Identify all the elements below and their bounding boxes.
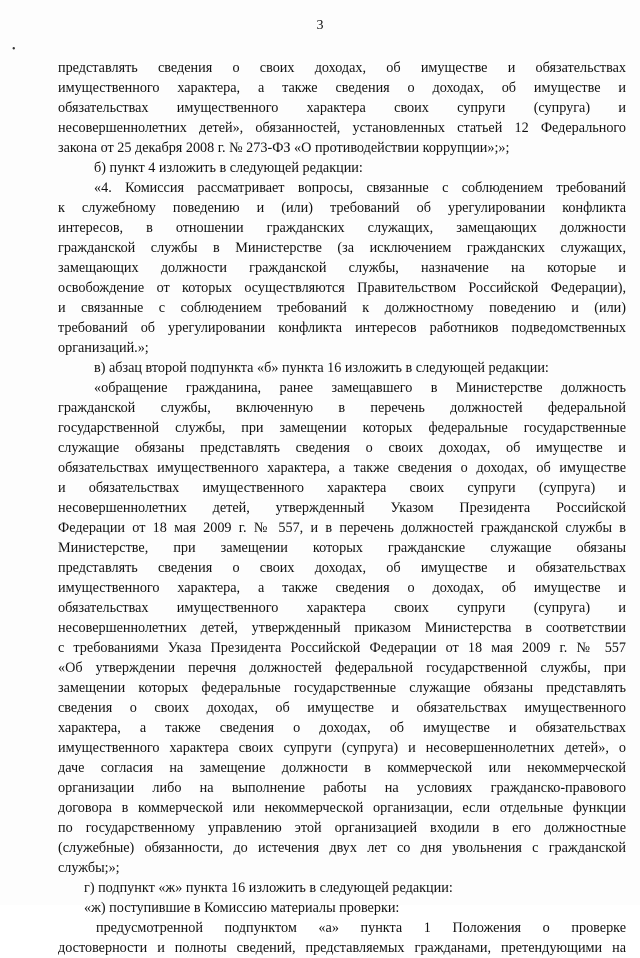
text-line: несовершеннолетних детей», обязанностей, установленных статьей 12 Федерального xyxy=(58,120,626,136)
text-line: даче согласия на замещение должности в коммерческой или некоммерческой xyxy=(58,760,626,776)
text-line: закона от 25 декабря 2008 г. № 273-ФЗ «О противодействии коррупции»;»; xyxy=(58,140,510,156)
text-line: по государственному управлению этой организацией входили в его должностные xyxy=(58,820,626,836)
text-line: требований об урегулировании конфликта интересов работников подведомственных xyxy=(58,320,626,336)
text-line: гражданской службы, включенную в перечень должностей федеральной xyxy=(58,400,626,416)
text-line: представлять сведения о своих доходах, об имуществе и обязательствах xyxy=(58,560,626,576)
text-line: характера, а также сведения о доходах, об имуществе и обязательствах xyxy=(58,720,626,736)
text-line: организаций.»; xyxy=(58,340,149,356)
text-line: обязательствах имущественного характера своих супруги (супруга) и xyxy=(58,600,626,616)
text-line: (служебные) обязанности, до истечения двух лет со дня увольнения с гражданской xyxy=(58,840,626,856)
text-line: Федерации от 18 мая 2009 г. № 557, и в перечень должностей гражданской службы в xyxy=(58,520,626,536)
text-line: Министерстве, при замещении которых гражданские служащие обязаны xyxy=(58,540,626,556)
text-line: служащие обязаны представлять сведения о своих доходах, об имуществе и xyxy=(58,440,626,456)
text-line: службы;»; xyxy=(58,860,120,876)
text-line: «4. Комиссия рассматривает вопросы, связанные с соблюдением требований xyxy=(94,180,626,196)
text-line: договора в коммерческой или некоммерческой организации, если отдельные функции xyxy=(58,800,626,816)
text-line: предусмотренной подпунктом «а» пункта 1 Положения о проверке xyxy=(96,920,626,936)
text-line: интересов, в отношении гражданских служащих, замещающих должности xyxy=(58,220,626,236)
document-body xyxy=(58,58,626,958)
text-line: замещении которых федеральные государственные служащие обязаны представлять xyxy=(58,680,626,696)
text-line: обязательствах имущественного характера своих супруги (супруга) и xyxy=(58,100,626,116)
text-line: достоверности и полноты сведений, представляемых гражданами, претендующими на xyxy=(58,940,626,956)
text-line: несовершеннолетних детей, утвержденный Указом Президента Российской xyxy=(58,500,626,516)
text-line: имущественного характера, а также сведения о доходах, об имуществе и xyxy=(58,80,626,96)
text-line: в) абзац второй подпункта «б» пункта 16 изложить в следующей редакции: xyxy=(94,360,549,376)
text-line: и связанные с соблюдением требований к должностному поведению и (или) xyxy=(58,300,626,316)
text-line: освобождение от которых осуществляются Правительством Российской Федерации), xyxy=(58,280,626,296)
text-line: «обращение гражданина, ранее замещавшего в Министерстве должность xyxy=(94,380,626,396)
text-line: имущественного характера, а также сведения о доходах, об имуществе и xyxy=(58,580,626,596)
text-line: «ж) поступившие в Комиссию материалы проверки: xyxy=(84,900,400,916)
page-number: 3 xyxy=(316,18,324,33)
text-line: сведения о своих доходах, об имуществе и обязательствах имущественного xyxy=(58,700,626,716)
text-line: гражданской службы в Министерстве (за исключением гражданских служащих, xyxy=(58,240,626,256)
text-line: замещающих должности гражданской службы, назначение на которые и xyxy=(58,260,626,276)
text-line: представлять сведения о своих доходах, об имуществе и обязательствах xyxy=(58,60,626,76)
text-line: и обязательствах имущественного характера своих супруги (супруга) и xyxy=(58,480,626,496)
margin-mark: • xyxy=(12,44,16,55)
text-line: обязательствах имущественного характера, а также сведения о доходах, об имуществе xyxy=(58,460,626,476)
text-line: с требованиями Указа Президента Российской Федерации от 18 мая 2009 г. № 557 xyxy=(58,640,626,656)
text-line: г) подпункт «ж» пункта 16 изложить в следующей редакции: xyxy=(84,880,453,896)
text-line: государственной службы, при замещении которых федеральные государственные xyxy=(58,420,626,436)
text-line: б) пункт 4 изложить в следующей редакции: xyxy=(94,160,363,176)
text-line: организации либо на выполнение работы на условиях гражданско-правового xyxy=(58,780,626,796)
text-line: имущественного характера своих супруги (супруга) и несовершеннолетних детей», о xyxy=(58,740,626,756)
text-line: «Об утверждении перечня должностей федеральной государственной службы, при xyxy=(58,660,626,676)
text-line: несовершеннолетних детей, утвержденный приказом Министерства в соответствии xyxy=(58,620,626,636)
text-line: к служебному поведению и (или) требований об урегулировании конфликта xyxy=(58,200,626,216)
